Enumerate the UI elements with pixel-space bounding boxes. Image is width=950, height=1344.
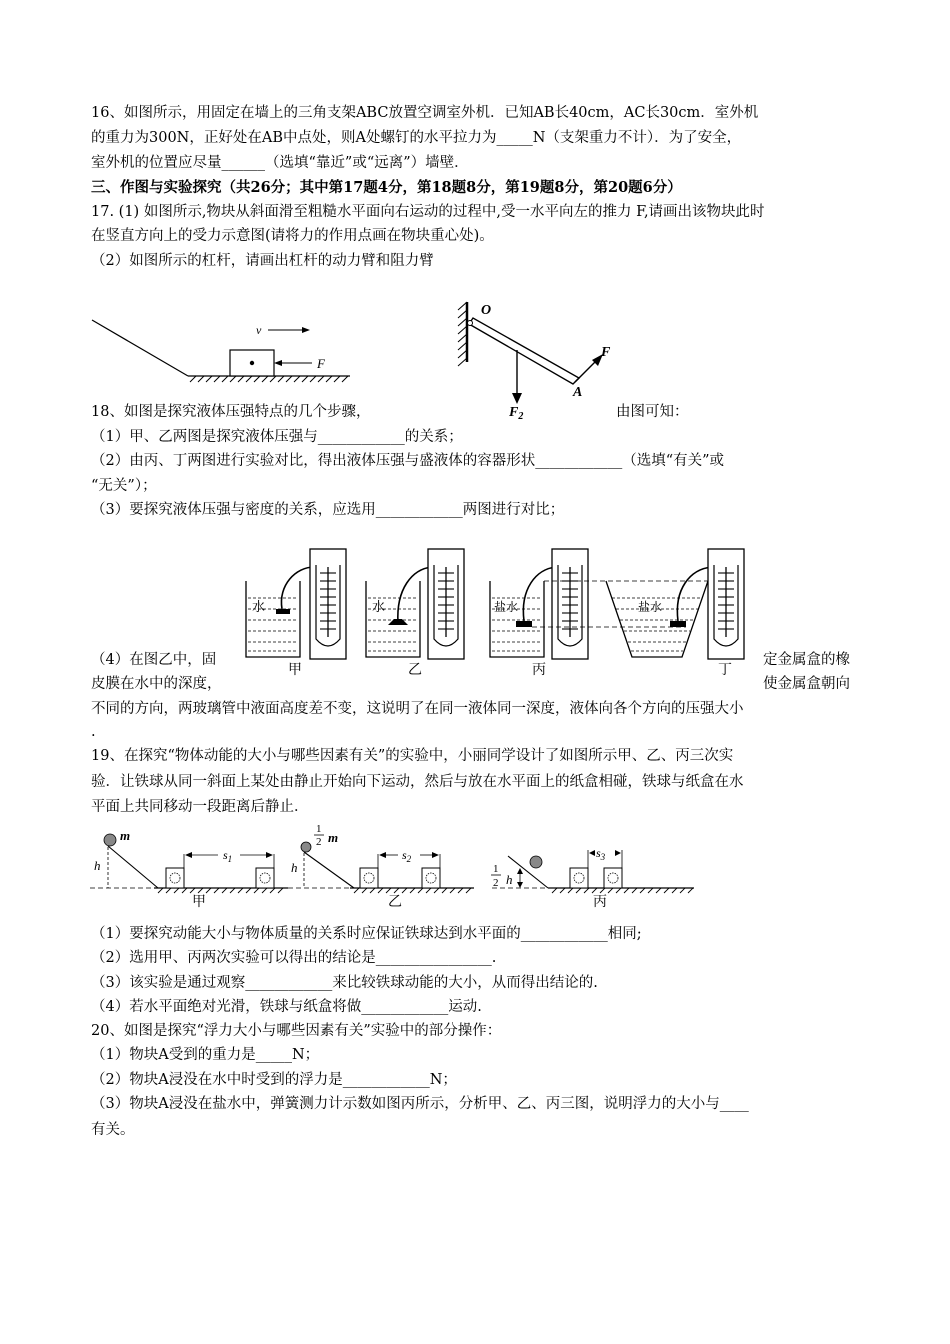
caption-bing: 丙 xyxy=(593,895,607,910)
q20-step-3: （3）物块A浸没在盐水中，弹簧测力计示数如图丙所示，分析甲、乙、丙三图，说明浮力的大小与____ xyxy=(91,1096,749,1112)
trial-bing xyxy=(491,846,694,910)
trial-jia xyxy=(90,828,288,910)
q19-step-2: （2）选用甲、丙两次实验可以得出的结论是________________. xyxy=(91,950,497,966)
q18-step-2b: “无关”）； xyxy=(91,478,157,494)
caption-jia: 甲 xyxy=(192,895,206,910)
svg-text:2: 2 xyxy=(493,877,499,889)
pivot-o-label: O xyxy=(481,303,492,318)
caption-yi: 乙 xyxy=(408,663,422,678)
svg-text:1: 1 xyxy=(316,823,322,835)
force-f2-label: $F_2$ xyxy=(509,405,524,422)
svg-text:2: 2 xyxy=(316,836,322,848)
q20-step-4: 有关。 xyxy=(91,1122,135,1138)
caption-yi: 乙 xyxy=(388,895,402,910)
q19-line-3: 平面上共同移动一段距离后静止． xyxy=(91,799,309,815)
svg-text:s2: $s_2$ xyxy=(402,848,412,864)
q18-step-4e: 不同的方向，两玻璃管中液面高度差不变，这说明了在同一液体同一深度，液体向各个方向的压强大小 xyxy=(91,701,744,717)
beaker-label-yi: 水 xyxy=(372,599,386,614)
section-3-heading: 三、作图与实验探究（共26分；其中第17题4分，第18题8分，第19题8分，第20题6分） xyxy=(91,179,682,196)
q20-step-1: （1）物块A受到的重力是_____N； xyxy=(91,1047,320,1063)
figure-17-lever xyxy=(455,298,625,420)
figure-18-pressure-setups xyxy=(242,543,762,678)
q18-step-4b: 定金属盒的橡 xyxy=(763,652,850,668)
q18-step-1: （1）甲、乙两图是探究液体压强与____________的关系； xyxy=(91,429,463,445)
force-f-label: F xyxy=(601,345,611,360)
q19-line-2: 验．让铁球从同一斜面上某处由静止开始向下运动，然后与放在水平面上的纸盒相碰，铁球与纸盒在水 xyxy=(91,774,744,790)
setup-bing xyxy=(490,549,588,678)
svg-text:1: 1 xyxy=(493,863,499,875)
q20-step-2: （2）物块A浸没在水中时受到的浮力是____________N； xyxy=(91,1072,457,1088)
q18-step-2a: （2）由丙、丁两图进行实验对比，得出液体压强与盛液体的容器形状____________（选填“有关”或 xyxy=(91,453,725,469)
q19-line-1: 19、在探究“物体动能的大小与哪些因素有关”的实验中，小丽同学设计了如图所示甲、乙、丙三次实 xyxy=(91,748,734,764)
q18-line-1a: 18、如图是探究液体压强特点的几个步骤， xyxy=(91,404,371,420)
setup-yi xyxy=(366,549,464,678)
svg-text:h: h xyxy=(94,858,101,873)
trial-yi xyxy=(288,823,474,910)
svg-text:s3: $s_3$ xyxy=(596,846,606,862)
q17-line-2: 在竖直方向上的受力示意图(请将力的作用点画在物块重心处)。 xyxy=(91,228,494,244)
q16-line-2: 的重力为300N，正好处在AB中点处，则A处螺钉的水平拉力为_____N（支架重力不计）．为了安全， xyxy=(91,130,742,146)
q18-step-4c: 皮膜在水中的深度， xyxy=(91,676,222,692)
q19-step-1: （1）要探究动能大小与物体质量的关系时应保证铁球达到水平面的____________相同; xyxy=(91,926,642,942)
q18-step-3: （3）要探究液体压强与密度的关系，应选用____________两图进行对比； xyxy=(91,502,565,518)
caption-bing: 丙 xyxy=(532,663,546,678)
svg-text:s1: $s_1$ xyxy=(223,848,233,864)
velocity-label: v xyxy=(256,323,262,337)
svg-text:h: h xyxy=(506,872,513,887)
caption-jia: 甲 xyxy=(288,663,302,678)
setup-ding xyxy=(606,549,744,678)
caption-ding: 丁 xyxy=(718,663,732,678)
beaker-label-ding: 盐水 xyxy=(638,600,663,614)
q17-line-1: 17. (1) 如图所示,物块从斜面滑至粗糙水平面向右运动的过程中,受一水平向左的推力 F,请画出该物块此时 xyxy=(91,204,765,220)
point-a-label: A xyxy=(573,385,583,400)
q19-step-4: （4）若水平面绝对光滑，铁球与纸盒将做____________运动. xyxy=(91,999,482,1015)
figure-17-incline-block xyxy=(88,312,360,384)
beaker-label-jia: 水 xyxy=(252,599,266,614)
beaker-label-bing: 盐水 xyxy=(494,600,519,614)
svg-text:m: m xyxy=(328,830,339,845)
q17-line-3: （2）如图所示的杠杆，请画出杠杆的动力臂和阻力臂 xyxy=(91,253,434,269)
setup-jia xyxy=(246,549,346,678)
q19-step-3: （3）该实验是通过观察____________来比较铁球动能的大小，从而得出结论的. xyxy=(91,975,598,991)
q20-line-1: 20、如图是探究“浮力大小与哪些因素有关”实验中的部分操作： xyxy=(91,1023,502,1039)
q18-step-4a: （4）在图乙中，固 xyxy=(91,652,217,668)
svg-text:m: m xyxy=(120,828,131,843)
q16-line-3: 室外机的位置应尽量______（选填“靠近”或“远离”）墙壁． xyxy=(91,155,469,171)
q18-step-4f: . xyxy=(91,724,96,740)
q16-line-1: 16、如图所示，用固定在墙上的三角支架ABC放置空调室外机．已知AB长40cm，AC长30cm．室外机 xyxy=(91,105,759,121)
svg-text:h: h xyxy=(291,860,298,875)
q18-step-4d: 使金属盒朝向 xyxy=(763,676,850,692)
force-f-label: F xyxy=(317,356,325,371)
q18-line-1b: 由图可知： xyxy=(616,404,689,420)
figure-19-kinetic-energy xyxy=(88,820,703,912)
